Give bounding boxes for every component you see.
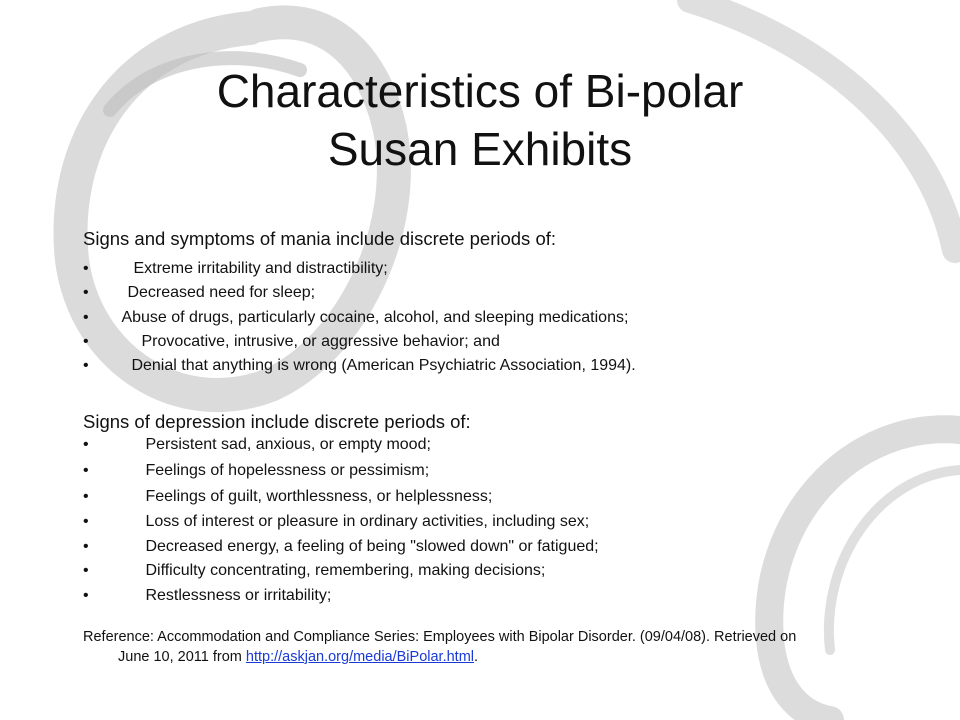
- mania-item-text: Decreased need for sleep;: [127, 284, 316, 301]
- bottom-right-brush-circle-inner: [829, 470, 960, 650]
- bullet-icon: •: [83, 538, 89, 555]
- mania-item-text: Abuse of drugs, particularly cocaine, alcohol, and sleeping medications;: [121, 309, 629, 326]
- reference-line-2: [83, 647, 893, 667]
- depression-list-item: [83, 513, 589, 531]
- bullet-icon: •: [83, 562, 89, 579]
- slide-title-line-2: Susan Exhibits: [327, 123, 633, 175]
- depression-list-item: [83, 462, 429, 480]
- bullet-icon: •: [83, 357, 89, 374]
- depression-heading: Signs of depression include discrete periods of:: [83, 411, 471, 432]
- mania-list-item: [83, 357, 636, 375]
- bullet-icon: •: [83, 436, 89, 453]
- bullet-icon: •: [83, 333, 89, 350]
- bullet-icon: •: [83, 260, 89, 277]
- bullet-icon: •: [83, 309, 89, 326]
- mania-item-text: Denial that anything is wrong (American Psychiatric Association, 1994).: [131, 357, 636, 374]
- mania-list-item: [83, 333, 500, 351]
- mania-item-text: Provocative, intrusive, or aggressive behavior; and: [141, 333, 500, 350]
- depression-item-text: Feelings of guilt, worthlessness, or helplessness;: [145, 488, 493, 505]
- depression-item-text: Difficulty concentrating, remembering, making decisions;: [145, 562, 546, 579]
- mania-list-item: [83, 260, 388, 278]
- mania-list-item: [83, 309, 628, 327]
- bullet-icon: •: [83, 488, 89, 505]
- reference-line-2-prefix: June 10, 2011 from: [118, 649, 246, 665]
- slide-title-line-1: Characteristics of Bi-polar: [216, 65, 744, 117]
- bullet-icon: •: [83, 284, 89, 301]
- depression-item-text: Persistent sad, anxious, or empty mood;: [145, 436, 431, 453]
- mania-item-text: Extreme irritability and distractibility;: [133, 260, 388, 277]
- depression-list-item: [83, 488, 492, 506]
- slide-title: [60, 62, 900, 178]
- reference-citation: [83, 627, 893, 667]
- depression-list-item: [83, 538, 599, 556]
- depression-list-item: [83, 436, 431, 454]
- reference-link[interactable]: http://askjan.org/media/BiPolar.html: [245, 649, 474, 665]
- depression-item-text: Loss of interest or pleasure in ordinary activities, including sex;: [145, 513, 590, 530]
- reference-line-2-suffix: .: [474, 649, 479, 665]
- bullet-icon: •: [83, 462, 89, 479]
- depression-list-item: [83, 587, 331, 605]
- depression-item-text: Feelings of hopelessness or pessimism;: [145, 462, 430, 479]
- depression-list-item: [83, 562, 545, 580]
- reference-line-1: Reference: Accommodation and Compliance Series: Employees with Bipolar Disorder. (09/04/08). Retrieved on: [83, 629, 797, 645]
- bullet-icon: •: [83, 587, 89, 604]
- bullet-icon: •: [83, 513, 89, 530]
- mania-list-item: [83, 284, 315, 302]
- depression-item-text: Restlessness or irritability;: [145, 587, 332, 604]
- depression-item-text: Decreased energy, a feeling of being "slowed down" or fatigued;: [145, 538, 599, 555]
- mania-heading: Signs and symptoms of mania include discrete periods of:: [83, 228, 557, 249]
